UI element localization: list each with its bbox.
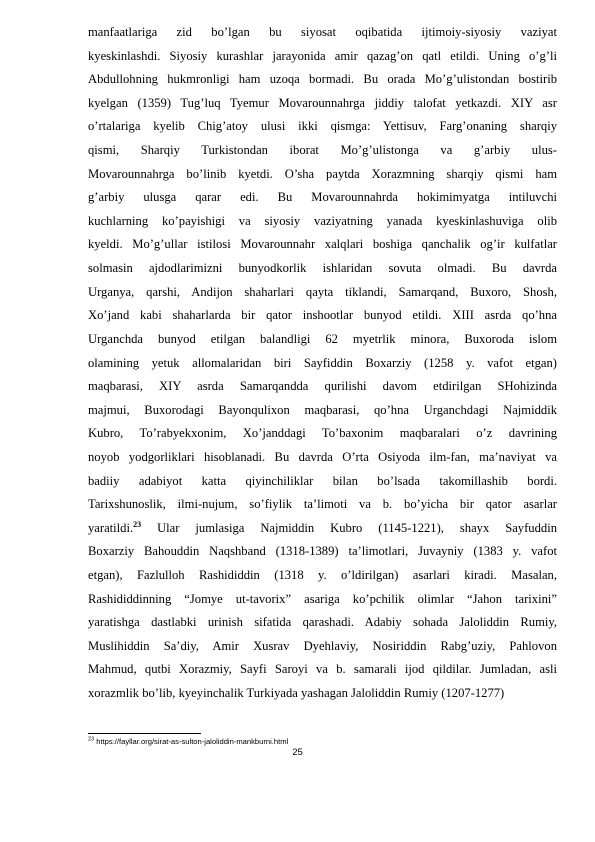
text-line: Rashididdinning “Jomye ut-tavorix” asariga ko’pchilik olimlar “Jahon tarixini” (88, 591, 557, 606)
text-line: g’arbiy ulusga qarar edi. Bu Movarounnahrda hokimimyatga intiluvchi (88, 190, 557, 205)
footnote-separator (88, 733, 201, 734)
footnote (88, 737, 288, 747)
page-number: 25 (292, 747, 303, 758)
text-line: Xo’jand kabi shaharlarda bir qator inshootlar bunyod etildi. XIII asrda qo’hna (88, 308, 557, 323)
text-line: kuchlarning ko’payishigi va siyosiy vaziyatning yanada kyeskinlashuviga olib (88, 213, 557, 228)
text-line: Abdullohning hukmronligi ham uzoqa bormadi. Bu orada Mo’g’ulistondan bostirib (88, 72, 557, 87)
footnote-link[interactable]: https://fayllar.org/sirat-as-sulton-jaloliddin-mankburni.html (94, 737, 289, 746)
footnote-ref[interactable]: 23 (133, 519, 142, 529)
text-line: maqbarasi, XIY asrda Samarqandda qurilishi davom etdirilgan SHohizinda (88, 379, 557, 394)
text-line: Tarixshunoslik, ilmi-nujum, so’fiylik ta’limoti va b. bo’yicha bir qator asarlar (88, 497, 557, 512)
text-line: qismi, Sharqiy Turkistondan iborat Mo’g’ulistonga va g’arbiy ulus- (88, 143, 557, 158)
footnote-number: 23 (88, 736, 95, 743)
text-line: kyelgan (1359) Tug’luq Tyemur Movarounnahrga jiddiy talofat yetkazdi. XIY asr (88, 95, 557, 110)
text-line: yaratildi.$^{23}$ Ular jumlasiga Najmiddin Kubro (1145-1221), shayx Sayfuddin (88, 519, 557, 535)
text-line: kyeskinlashdi. Siyosiy kurashlar jarayonida amir qazag’on qatl etildi. Uning o’g’li (88, 48, 557, 63)
text-line: Kubro, To’rabyekxonim, Xo’janddagi To’baxonim maqbaralari o’z davrining (88, 426, 557, 441)
text-line: kyeldi. Mo’g’ullar istilosi Movarounnahr xalqlari boshiga qanchalik og’ir kulfatlar (88, 237, 557, 252)
text-line: Movarounnahrga bo’linib kyetdi. O’sha paytda Xorazmning sharqiy qismi ham (88, 166, 557, 181)
text-line: manfaatlariga zid bo’lgan bu siyosat oqibatida ijtimoiy-siyosiy vaziyat (88, 25, 557, 39)
text-line: majmui, Buxorodagi Bayonqulixon maqbarasi, qo’hna Urganchdagi Najmiddik (88, 402, 557, 417)
text-line: noyob yodgorliklari hisoblanadi. Bu davrda O’rta Osiyoda ilm-fan, ma’naviyat va (88, 449, 557, 464)
text-line: Urganchda bunyod etilgan balandligi 62 myetrlik minora, Buxoroda islom (88, 331, 557, 346)
body-text (88, 21, 557, 706)
text-line: xorazmlik bo’lib, kyeyinchalik Turkiyada yashagan Jaloliddin Rumiy (1207-1277) (88, 686, 505, 701)
text-line: yaratishga dastlabki urinish sifatida qarashadi. Adabiy sohada Jaloliddin Rumiy, (88, 615, 557, 630)
text-line: solmasin ajdodlarimizni bunyodkorlik ishlaridan sovuta olmadi. Bu davrda (88, 261, 557, 276)
text-line: Boxarziy Bahouddin Naqshband (1318-1389) ta’limotlari, Juvayniy (1383 y. vafot (88, 544, 557, 559)
text-line: olamining yetuk allomalaridan biri Sayfiddin Boxarziy (1258 y. vafot etgan) (88, 355, 557, 370)
text-line: etgan), Fazlulloh Rashididdin (1318 y. o’ldirilgan) asarlari kiradi. Masalan, (88, 568, 557, 583)
text-line: Mahmud, qutbi Xorazmiy, Sayfi Saroyi va b. samarali ijod qildilar. Jumladan, asli (88, 662, 557, 677)
text-line: Urganya, qarshi, Andijon shaharlari qayta tiklandi, Samarqand, Buxoro, Shosh, (88, 284, 557, 299)
text-line: badiiy adabiyot katta qiyinchiliklar bilan bo’lsada takomillashib bordi. (88, 473, 557, 488)
text-line: o’rtalariga kyelib Chig’atoy ulusi ikki qismga: Yettisuv, Farg’onaning sharqiy (88, 119, 557, 134)
text-line: Muslihiddin Sa’diy, Amir Xusrav Dyehlaviy, Nosiriddin Rabg’uziy, Pahlovon (88, 638, 557, 653)
